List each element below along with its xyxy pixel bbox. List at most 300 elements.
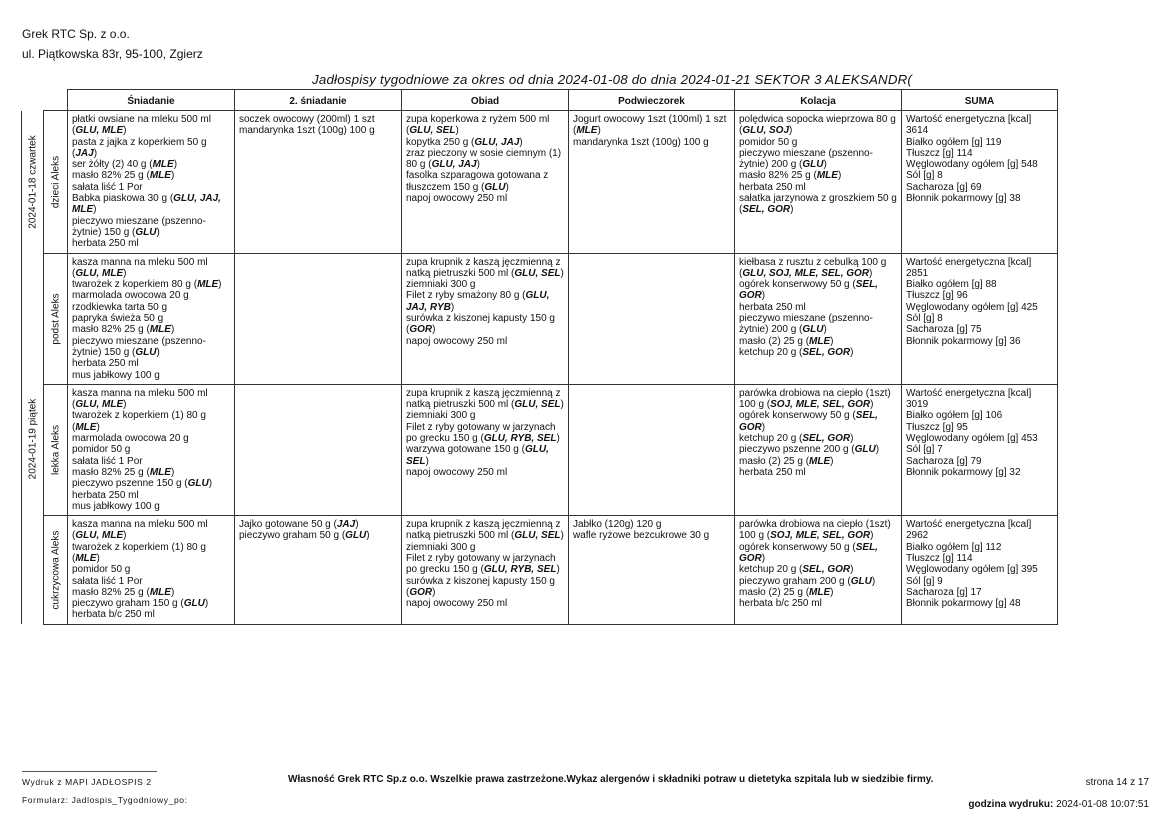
nutrition-line xyxy=(906,159,1053,170)
meal-item-text: parówka drobiowa na ciepło (1szt) 100 g ( xyxy=(739,387,891,411)
meal-item-text: sałata liść 1 Por xyxy=(72,575,143,587)
meal-item-text: mandarynka 1szt (100g) 100 g xyxy=(573,136,709,148)
allergen-codes: GLU, SOJ xyxy=(742,125,790,137)
allergen-codes: JAJ xyxy=(75,147,94,159)
meal-item-text: ) xyxy=(870,530,874,542)
meal-item xyxy=(72,478,230,489)
meal-item xyxy=(72,388,230,411)
meal-item-text: sałata liść 1 Por xyxy=(72,455,143,467)
meal-item-text: ) xyxy=(505,181,509,193)
meal-item xyxy=(239,125,397,136)
meal-item-text: ) xyxy=(123,267,127,279)
allergen-codes: GLU xyxy=(484,181,506,193)
meal-cell-dinner xyxy=(735,516,902,625)
allergen-codes: GLU xyxy=(802,324,824,336)
meal-item-text: Wartość energetyczna [kcal] 3019 xyxy=(906,387,1032,411)
allergen-codes: MLE xyxy=(149,170,171,182)
meal-item-text: Sól [g] 9 xyxy=(906,575,943,587)
meal-item xyxy=(406,279,564,290)
meal-item xyxy=(72,302,230,313)
meal-item xyxy=(573,530,730,541)
allergen-codes: GLU xyxy=(135,346,157,358)
meal-item-text: herbata 250 ml xyxy=(739,301,806,313)
nutrition-line xyxy=(906,193,1053,204)
meal-item xyxy=(739,444,897,455)
meal-item-text: zupa koperkowa z ryżem 500 ml ( xyxy=(406,114,550,137)
meal-item-text: ketchup 20 g ( xyxy=(739,564,803,576)
allergen-codes: MLE xyxy=(149,586,171,598)
meal-item-text: Błonnik pokarmowy [g] 36 xyxy=(906,335,1021,347)
meal-item-text: ) xyxy=(96,552,100,564)
meal-item-text: ) xyxy=(208,478,213,490)
meal-item xyxy=(739,279,897,302)
meal-item-text: Wartość energetyczna [kcal] 3614 xyxy=(906,114,1032,137)
allergen-codes: MLE xyxy=(576,125,598,137)
page-title: Jadłospisy tygodniowe za okres od dnia 2024-01-08 do dnia 2024-01-21 SEKTOR 3 ALEKSANDR( xyxy=(312,72,913,87)
meal-item-text: ketchup 20 g ( xyxy=(739,346,803,358)
meal-item xyxy=(239,530,397,541)
meal-item-text: pomidor 50 g xyxy=(739,136,798,148)
meal-item-text: herbata 250 ml xyxy=(739,181,806,193)
allergen-codes: MLE xyxy=(149,324,171,336)
allergen-codes: GLU, SOJ, MLE, SEL, GOR xyxy=(742,267,870,279)
meal-item xyxy=(72,564,230,575)
meal-item-text: ) xyxy=(173,159,178,171)
meal-item-text: masło (2) 25 g ( xyxy=(739,586,810,598)
allergen-codes: SEL, GOR xyxy=(802,346,851,358)
meal-item xyxy=(72,290,230,301)
meal-item-text: kasza manna na mleku 500 ml ( xyxy=(72,256,208,279)
allergen-codes: GLU, SEL xyxy=(514,267,561,279)
meal-item-text: herbata b/c 250 ml xyxy=(72,609,155,621)
meal-item-text: pieczywo pszenne 200 g ( xyxy=(739,444,855,456)
meal-cell-snack xyxy=(569,111,735,254)
meal-cell-sum xyxy=(902,111,1058,254)
meal-item xyxy=(406,170,564,193)
nutrition-line xyxy=(906,564,1053,575)
nutrition-line xyxy=(906,114,1053,137)
nutrition-line xyxy=(906,257,1053,280)
meal-item xyxy=(72,193,230,216)
column-header-lunch: Obiad xyxy=(402,90,569,111)
meal-item xyxy=(72,467,230,478)
table-row xyxy=(22,111,1058,254)
meal-cell-breakfast xyxy=(68,516,235,625)
nutrition-line xyxy=(906,182,1053,193)
meal-item-text: ) xyxy=(823,324,827,336)
nutrition-line xyxy=(906,290,1053,301)
meal-item xyxy=(406,444,564,467)
meal-item xyxy=(406,542,564,553)
nutrition-line xyxy=(906,444,1053,455)
footer-left xyxy=(22,771,188,809)
meal-item-text: ) xyxy=(218,279,222,291)
meal-item xyxy=(406,519,564,542)
meal-item-text: wafle ryżowe bezcukrowe 30 g xyxy=(573,530,710,542)
meal-item-text: pieczywo graham 150 g ( xyxy=(72,598,184,610)
nutrition-line xyxy=(906,324,1053,335)
meal-item-text: ziemniaki 300 g xyxy=(406,410,476,422)
nutrition-line xyxy=(906,170,1053,181)
meal-cell-second-breakfast xyxy=(235,516,402,625)
diet-name-cell xyxy=(44,516,68,625)
allergen-codes: GLU, JAJ xyxy=(474,136,520,148)
meal-item-text: pieczywo mieszane (pszenno-żytnie) 200 g ( xyxy=(739,147,873,171)
meal-item-text: fasolka szparagowa gotowana z tłuszczem 150 g ( xyxy=(406,170,549,193)
meal-item-text: pieczywo pszenne 150 g ( xyxy=(72,478,188,490)
nutrition-line xyxy=(906,336,1053,347)
meal-item-text: Babka piaskowa 30 g ( xyxy=(72,193,174,205)
allergen-codes: GLU, JAJ xyxy=(431,159,477,171)
meal-item xyxy=(72,170,230,181)
meal-item-text: ) xyxy=(156,226,160,238)
footer-ownership: Własność Grek RTC Sp.z o.o. Wszelkie prawa zastrzeżone.Wykaz alergenów i składniki potraw u dietetyka szpitala lub w siedzibie firmy. xyxy=(288,774,934,785)
nutrition-line xyxy=(906,279,1053,290)
meal-item-text: herbata 250 ml xyxy=(72,358,139,370)
nutrition-line xyxy=(906,137,1053,148)
meal-item-text: Błonnik pokarmowy [g] 38 xyxy=(906,193,1021,205)
meal-item-text: Błonnik pokarmowy [g] 32 xyxy=(906,466,1021,478)
column-header-snack: Podwieczorek xyxy=(569,90,735,111)
meal-item-text: soczek owocowy (200ml) 1 szt xyxy=(239,114,375,125)
meal-item-text: Tłuszcz [g] 114 xyxy=(906,552,973,564)
meal-item xyxy=(72,444,230,455)
meal-item-text: ) xyxy=(204,598,209,610)
meal-item xyxy=(72,609,230,620)
meal-cell-dinner xyxy=(735,384,902,515)
allergen-codes: GLU, MLE xyxy=(75,267,124,279)
meal-item-text: Białko ogółem [g] 112 xyxy=(906,541,1002,553)
meal-item-text: kiełbasa z rusztu z cebulką 100 g ( xyxy=(739,256,887,279)
meal-item-text: Jogurt owocowy 1szt (100ml) 1 szt ( xyxy=(573,114,727,137)
meal-item-text: ) xyxy=(93,147,98,159)
diet-name: cukrzycowa Aleks xyxy=(49,530,61,610)
meal-cell-breakfast xyxy=(68,384,235,515)
meal-item-text: ) xyxy=(93,204,97,216)
nutrition-line xyxy=(906,456,1053,467)
meal-item-text: Wartość energetyczna [kcal] 2962 xyxy=(906,519,1032,542)
allergen-codes: GLU xyxy=(183,598,205,610)
allergen-codes: GOR xyxy=(409,586,433,598)
allergen-codes: GLU xyxy=(187,478,209,490)
meal-item xyxy=(739,433,897,444)
nutrition-line xyxy=(906,433,1053,444)
allergen-codes: MLE xyxy=(149,466,171,478)
meal-item xyxy=(72,279,230,290)
meal-item xyxy=(739,170,897,181)
meal-item xyxy=(573,519,730,530)
meal-item-text: ) xyxy=(869,267,873,279)
meal-item-text: Błonnik pokarmowy [g] 48 xyxy=(906,598,1021,610)
meal-item xyxy=(72,216,230,239)
meal-item xyxy=(739,587,897,598)
meal-item-text: kasza manna na mleku 500 ml ( xyxy=(72,387,208,411)
meal-item xyxy=(239,114,397,125)
footer-right xyxy=(968,772,1149,816)
allergen-codes: GLU, SEL xyxy=(406,444,549,467)
meal-item-text: Węglowodany ogółem [g] 453 xyxy=(906,433,1038,445)
meal-cell-second-breakfast xyxy=(235,384,402,515)
meal-item-text: ogórek konserwowy 50 g ( xyxy=(739,410,856,422)
meal-item-text: Sacharoza [g] 75 xyxy=(906,324,982,336)
meal-item-text: ) xyxy=(560,399,564,411)
meal-item xyxy=(72,358,230,369)
company-address: ul. Piątkowska 83r, 95-100, Zgierz xyxy=(22,47,203,61)
meal-item-text: ) xyxy=(170,170,175,182)
meal-item-text: sałata liść 1 Por xyxy=(72,181,143,193)
meal-item xyxy=(573,114,730,137)
meal-item xyxy=(406,193,564,204)
allergen-codes: SOJ, MLE, SEL, GOR xyxy=(770,530,871,542)
meal-item xyxy=(406,336,564,347)
footer-divider xyxy=(22,771,157,772)
allergen-codes: SEL, GOR xyxy=(802,564,851,576)
meal-item-text: ogórek konserwowy 50 g ( xyxy=(739,279,856,291)
meal-item-text: herbata 250 ml xyxy=(72,238,139,250)
meal-item-text: ) xyxy=(850,564,854,576)
meal-cell-breakfast xyxy=(68,253,235,384)
meal-item-text: pasta z jajka z koperkiem 50 g ( xyxy=(72,136,207,159)
allergen-codes: MLE xyxy=(809,335,831,347)
meal-item xyxy=(72,587,230,598)
header-blank-diet xyxy=(44,90,68,111)
footer-page-number: strona 14 z 17 xyxy=(1085,777,1149,788)
meal-item-text: Filet z ryby gotowany w jarzynach po grecku 150 g ( xyxy=(406,421,556,445)
meal-item-text: marmolada owocowa 20 g xyxy=(72,433,189,445)
meal-item xyxy=(72,433,230,444)
meal-item-text: ) xyxy=(830,455,834,467)
company-header xyxy=(22,24,203,64)
meal-item xyxy=(739,467,897,478)
meal-item-text: ) xyxy=(560,530,564,542)
diet-name: podst Aleks xyxy=(49,293,61,345)
nutrition-line xyxy=(906,587,1053,598)
nutrition-line xyxy=(906,542,1053,553)
allergen-codes: GLU, MLE xyxy=(75,125,124,137)
meal-cell-snack xyxy=(569,516,735,625)
meal-item-text: Białko ogółem [g] 119 xyxy=(906,136,1002,148)
meal-item xyxy=(72,313,230,324)
meal-item-text: ) xyxy=(850,346,854,358)
meal-cell-dinner xyxy=(735,253,902,384)
meal-item-text: napoj owocowy 250 ml xyxy=(406,193,508,205)
meal-cell-lunch xyxy=(402,516,569,625)
allergen-codes: MLE xyxy=(75,421,97,433)
nutrition-line xyxy=(906,410,1053,421)
meal-item xyxy=(739,576,897,587)
table-row xyxy=(22,253,1058,384)
meal-item-text: Węglowodany ogółem [g] 548 xyxy=(906,159,1038,171)
meal-cell-sum xyxy=(902,253,1058,384)
table-row xyxy=(22,516,1058,625)
meal-item xyxy=(739,456,897,467)
meal-item-text: Tłuszcz [g] 96 xyxy=(906,290,968,302)
meal-item-text: ) xyxy=(837,170,842,182)
meal-item xyxy=(406,553,564,576)
footer-form: Formularz: Jadlospis_Tygodniowy_po: xyxy=(22,795,188,805)
meal-item xyxy=(406,137,564,148)
meal-item-text: napoj owocowy 250 ml xyxy=(406,335,508,347)
allergen-codes: GLU, RYB, SEL xyxy=(483,433,557,445)
nutrition-line xyxy=(906,467,1053,478)
nutrition-line xyxy=(906,422,1053,433)
meal-item-text: ziemniaki 300 g xyxy=(406,279,476,291)
meal-cell-lunch xyxy=(402,384,569,515)
meal-item xyxy=(72,159,230,170)
meal-item xyxy=(739,410,897,433)
allergen-codes: SEL, GOR xyxy=(802,433,851,445)
meal-item-text: sałatka jarzynowa z groszkiem 50 g ( xyxy=(739,193,897,216)
meal-item xyxy=(406,422,564,445)
allergen-codes: GOR xyxy=(409,324,433,336)
meal-item xyxy=(72,336,230,359)
meal-item-text: Białko ogółem [g] 88 xyxy=(906,279,997,291)
allergen-codes: MLE xyxy=(75,552,97,564)
allergen-codes: SEL, GOR xyxy=(739,541,878,564)
meal-item-text: rzodkiewka tarta 50 g xyxy=(72,301,168,313)
meal-item-text: ) xyxy=(170,324,175,336)
meal-item-text: ) xyxy=(123,530,127,542)
meal-item-text: ) xyxy=(830,586,834,598)
meal-item-text: pieczywo graham 200 g ( xyxy=(739,575,851,587)
meal-item-text: zupa krupnik z kaszą jęczmienną z natką pietruszki 500 ml ( xyxy=(406,519,561,542)
meal-item xyxy=(72,542,230,565)
meal-item-text: masło 82% 25 g ( xyxy=(739,170,817,182)
meal-item-text: Jajko gotowane 50 g ( xyxy=(239,519,337,531)
meal-item-text: Węglowodany ogółem [g] 395 xyxy=(906,564,1038,576)
meal-item xyxy=(406,410,564,421)
meal-item-text: marmolada owocowa 20 g xyxy=(72,290,189,302)
meal-item-text: zupa krupnik z kaszą jęczmienną z natką pietruszki 500 ml ( xyxy=(406,256,561,279)
meal-item-text: twarożek z koperkiem (1) 80 g ( xyxy=(72,410,206,433)
meal-item-text: Sól [g] 8 xyxy=(906,313,943,325)
allergen-codes: MLE xyxy=(816,170,838,182)
meal-cell-sum xyxy=(902,384,1058,515)
meal-item-text: polędwica sopocka wieprzowa 80 g ( xyxy=(739,114,896,137)
allergen-codes: GLU, RYB, SEL xyxy=(483,564,557,576)
allergen-codes: GLU xyxy=(345,530,367,542)
meal-item-text: napoj owocowy 250 ml xyxy=(406,598,508,610)
meal-item-text: Sól [g] 8 xyxy=(906,170,943,182)
footer-print-time xyxy=(968,794,1149,816)
meal-item-text: ) xyxy=(597,125,601,137)
column-header-second-breakfast: 2. śniadanie xyxy=(235,90,402,111)
meal-item xyxy=(72,501,230,512)
diet-name-cell xyxy=(44,253,68,384)
meal-item-text: twarożek z koperkiem (1) 80 g ( xyxy=(72,541,206,564)
allergen-codes: GLU xyxy=(802,159,824,171)
allergen-codes: GLU, SEL xyxy=(514,530,561,542)
diet-name: lekka Aleks xyxy=(49,424,61,475)
day-date-cell xyxy=(22,253,44,624)
meal-item xyxy=(72,598,230,609)
meal-item-text: ) xyxy=(560,267,564,279)
diet-name-cell xyxy=(44,111,68,254)
meal-item-text: ) xyxy=(519,136,523,148)
meal-item-text: Jabłko (120g) 120 g xyxy=(573,519,662,531)
meal-item xyxy=(739,313,897,336)
meal-item-text: Węglowodany ogółem [g] 425 xyxy=(906,301,1038,313)
meal-item xyxy=(406,148,564,171)
nutrition-line xyxy=(906,302,1053,313)
allergen-codes: GLU, MLE xyxy=(75,530,124,542)
meal-item-text: Wartość energetyczna [kcal] 2851 xyxy=(906,256,1032,279)
meal-item-text: ser żółty (2) 40 g ( xyxy=(72,159,153,171)
meal-cell-breakfast xyxy=(68,111,235,254)
allergen-codes: GLU, SEL xyxy=(409,125,456,137)
meal-item xyxy=(72,324,230,335)
meal-item-text: zraz pieczony w sosie ciemnym (1) 80 g ( xyxy=(406,147,562,171)
meal-cell-lunch xyxy=(402,111,569,254)
meal-item xyxy=(573,137,730,148)
allergen-codes: GLU xyxy=(135,226,157,238)
meal-item xyxy=(406,290,564,313)
meal-item xyxy=(406,114,564,137)
meal-item-text: pomidor 50 g xyxy=(72,564,131,576)
allergen-codes: GLU, SEL xyxy=(514,399,561,411)
meal-item xyxy=(406,257,564,280)
meal-item-text: Tłuszcz [g] 95 xyxy=(906,421,968,433)
meal-item xyxy=(739,598,897,609)
meal-item-text: Białko ogółem [g] 106 xyxy=(906,410,1003,422)
meal-cell-dinner xyxy=(735,111,902,254)
meal-item-text: ) xyxy=(455,125,459,137)
day-date: 2024-01-19 piątek xyxy=(26,398,38,479)
day-date: 2024-01-18 czwartek xyxy=(26,135,38,229)
meal-cell-second-breakfast xyxy=(235,111,402,254)
meal-item xyxy=(239,519,397,530)
nutrition-line xyxy=(906,519,1053,542)
meal-item-text: ogórek konserwowy 50 g ( xyxy=(739,541,856,553)
meal-cell-lunch xyxy=(402,253,569,384)
meal-cell-second-breakfast xyxy=(235,253,402,384)
meal-item-text: ) xyxy=(96,421,100,433)
meal-item-text: surówka z kiszonej kapusty 150 g ( xyxy=(406,575,555,598)
meal-item-text: ) xyxy=(871,575,876,587)
allergen-codes: GLU, JAJ, MLE xyxy=(72,193,221,216)
meal-item xyxy=(739,542,897,565)
footer-print-time-value: 2024-01-08 10:07:51 xyxy=(1056,799,1149,810)
meal-item-text: pieczywo mieszane (pszenno-żytnie) 150 g ( xyxy=(72,335,206,358)
footer-printout: Wydruk z MAPI JADŁOSPIS 2 xyxy=(22,777,152,787)
meal-item-text: ketchup 20 g ( xyxy=(739,433,803,445)
meal-item-text: ) xyxy=(789,125,793,137)
day-date-cell xyxy=(22,111,44,254)
meal-item-text: ) xyxy=(761,290,766,302)
meal-item-text: ) xyxy=(432,586,436,598)
meal-item-text: ) xyxy=(850,433,854,445)
meal-item xyxy=(739,347,897,358)
meal-item-text: ) xyxy=(355,519,359,531)
meal-item-text: herbata b/c 250 ml xyxy=(739,598,822,610)
meal-item-text: ) xyxy=(476,159,480,171)
weekly-menu-table xyxy=(21,89,1058,625)
meal-item xyxy=(739,519,897,542)
footer-print-time-label: godzina wydruku: xyxy=(968,799,1054,810)
nutrition-line xyxy=(906,576,1053,587)
meal-item-text: ) xyxy=(556,564,560,576)
meal-item-text: pieczywo graham 50 g ( xyxy=(239,530,346,542)
company-name: Grek RTC Sp. z o.o. xyxy=(22,27,130,41)
table-header-row xyxy=(22,90,1058,111)
meal-item xyxy=(72,410,230,433)
meal-item-text: ) xyxy=(450,301,455,313)
allergen-codes: SEL, GOR xyxy=(739,279,878,302)
meal-item xyxy=(72,519,230,542)
meal-item xyxy=(406,388,564,411)
meal-item xyxy=(406,467,564,478)
meal-item xyxy=(72,576,230,587)
